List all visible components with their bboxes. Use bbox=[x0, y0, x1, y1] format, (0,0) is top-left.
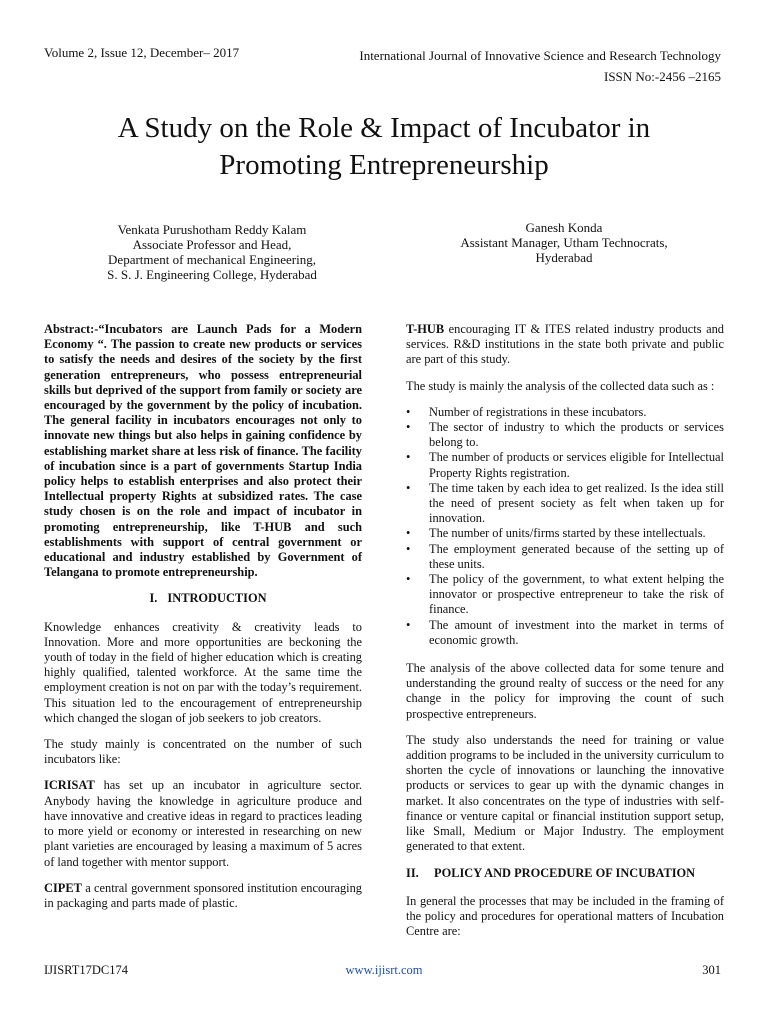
section-policy-heading bbox=[406, 866, 724, 881]
list-item: • The sector of industry to which the products or services belong to. bbox=[406, 420, 724, 450]
bullet-icon: • bbox=[406, 572, 411, 587]
section-title: POLICY AND PROCEDURE OF INCUBATION bbox=[434, 865, 696, 880]
list-item: • Number of registrations in these incubators. bbox=[406, 404, 647, 419]
cipet-name: CIPET bbox=[44, 880, 82, 895]
right-column bbox=[406, 322, 724, 950]
paper-title bbox=[40, 110, 728, 184]
icrisat-name: ICRISAT bbox=[44, 778, 95, 793]
bullet-icon: • bbox=[406, 541, 411, 556]
journal-header bbox=[359, 45, 721, 87]
section-title: INTRODUCTION bbox=[167, 591, 267, 606]
study-intro: The study is mainly the analysis of the collected data such as : bbox=[406, 378, 715, 393]
journal-name: International Journal of Innovative Science and Research Technology bbox=[359, 48, 721, 63]
page-number: 301 bbox=[702, 963, 721, 977]
thub-text: encouraging IT & ITES related industry products and services. R&D institutions in the state both private and public are part of this study. bbox=[406, 322, 724, 367]
bullet-icon: • bbox=[406, 480, 411, 495]
analysis-paragraph: The analysis of the above collected data for some tenure and understanding the ground realty of success or the need for any change in the policy for improving the count of such prospective entrepreneurs. bbox=[406, 661, 724, 721]
left-column bbox=[44, 322, 362, 922]
study-bullet-list bbox=[406, 405, 724, 648]
thub-paragraph bbox=[406, 322, 724, 368]
section-introduction-heading bbox=[44, 591, 362, 606]
cipet-paragraph bbox=[44, 881, 362, 911]
volume-issue: Volume 2, Issue 12, December– 2017 bbox=[44, 45, 240, 60]
list-item: • The number of units/firms started by these intellectuals. bbox=[406, 526, 706, 541]
intro-paragraph-1: Knowledge enhances creativity & creativity leads to Innovation. More and more opportunities are beckoning the youth of today in the field of higher education which is creating highly qualified, talented workforce. At the same time the employment creation is not on par with the today’s requirement. This situation led to the encouragement of entrepreneurship which changed the slogan of job seekers to job creators. bbox=[44, 619, 362, 725]
paper-id: IJISRT17DC174 bbox=[44, 963, 128, 977]
list-item: • The policy of the government, to what extent helping the innovator or prospective entrepreneur to take the risk of finance. bbox=[406, 572, 724, 617]
list-item: • The number of products or services eligible for Intellectual Property Rights registration. bbox=[406, 450, 724, 480]
issn: ISSN No:-2456 –2165 bbox=[603, 69, 721, 84]
list-item: • The time taken by each idea to get realized. Is the idea still the need of present society as felt when taken up for innovation. bbox=[406, 480, 724, 526]
author-2-role: Assistant Manager, Utham Technocrats, bbox=[460, 235, 668, 250]
author-2-city: Hyderabad bbox=[535, 250, 593, 265]
section-number: II. bbox=[406, 865, 419, 880]
author-1 bbox=[84, 222, 340, 282]
thub-name: T-HUB bbox=[406, 322, 445, 336]
author-1-college: S. S. J. Engineering College, Hyderabad bbox=[107, 267, 317, 282]
bullet-icon: • bbox=[406, 404, 411, 419]
bullet-icon: • bbox=[406, 420, 411, 435]
title-line-1: A Study on the Role & Impact of Incubator in bbox=[117, 112, 651, 144]
author-2 bbox=[428, 220, 700, 265]
policy-paragraph: In general the processes that may be included in the framing of the policy and procedures for operational matters of Incubation Centre are: bbox=[406, 893, 724, 939]
training-paragraph: The study also understands the need for training or value addition programs to be included in the university curriculum to shorten the cycle of innovations or launching the innovative products or services to gear up with the dynamic changes in market. It also concentrates on the type of industries with self-finance or venture capital or financial institution support setup, like Small, Medium or Major Industry. The employment generated to that extent. bbox=[406, 732, 724, 854]
list-item: • The employment generated because of the setting up of these units. bbox=[406, 541, 724, 571]
abstract: Abstract:-“Incubators are Launch Pads for a Modern Economy “. The passion to create new products or services to satisfy the needs and desires of the society by the first generation entrepreneurs, who possess entrepreneurial skills but deprived of the support from family or society are encouraged by the government by the policy of incubation. The general facility in incubators encourages not only to innovate new things but also helps in gaining confidence by establishing market share at less risk of finance. The facility of incubation since is a part of governments Startup India policy helps to establish enterprises and also protect their Intellectual property Rights at subsidized rates. The case study chosen is on the role and impact of incubator in promoting entrepreneurship, like T-HUB and such establishments with support of central government or educational and industry established by Government of Telangana to promote entrepreneurship. bbox=[44, 322, 362, 580]
bullet-icon: • bbox=[406, 450, 411, 465]
intro-paragraph-2: The study mainly is concentrated on the number of such incubators like: bbox=[44, 737, 362, 767]
list-item: • The amount of investment into the market in terms of economic growth. bbox=[406, 617, 724, 647]
section-number: I. bbox=[149, 591, 158, 606]
website-link: www.ijisrt.com bbox=[345, 963, 423, 977]
title-line-2: Promoting Entrepreneurship bbox=[219, 149, 549, 181]
bullet-icon: • bbox=[406, 617, 411, 632]
icrisat-paragraph bbox=[44, 778, 362, 869]
icrisat-text: has set up an incubator in agriculture sector. Anybody having the knowledge in agriculture produce and have innovative and creative ideas in regard to practices leading to more yield or economy or interested in researching on new plant varieties are encouraged by leasing a maximum of 5 acres of land together with mentor support. bbox=[44, 778, 362, 869]
author-1-role: Associate Professor and Head, bbox=[132, 237, 292, 252]
author-2-name: Ganesh Konda bbox=[525, 220, 603, 235]
author-1-name: Venkata Purushotham Reddy Kalam bbox=[117, 222, 307, 237]
bullet-icon: • bbox=[406, 526, 411, 541]
cipet-text: a central government sponsored institution encouraging in packaging and parts made of plastic. bbox=[44, 880, 362, 910]
author-1-dept: Department of mechanical Engineering, bbox=[108, 252, 316, 267]
